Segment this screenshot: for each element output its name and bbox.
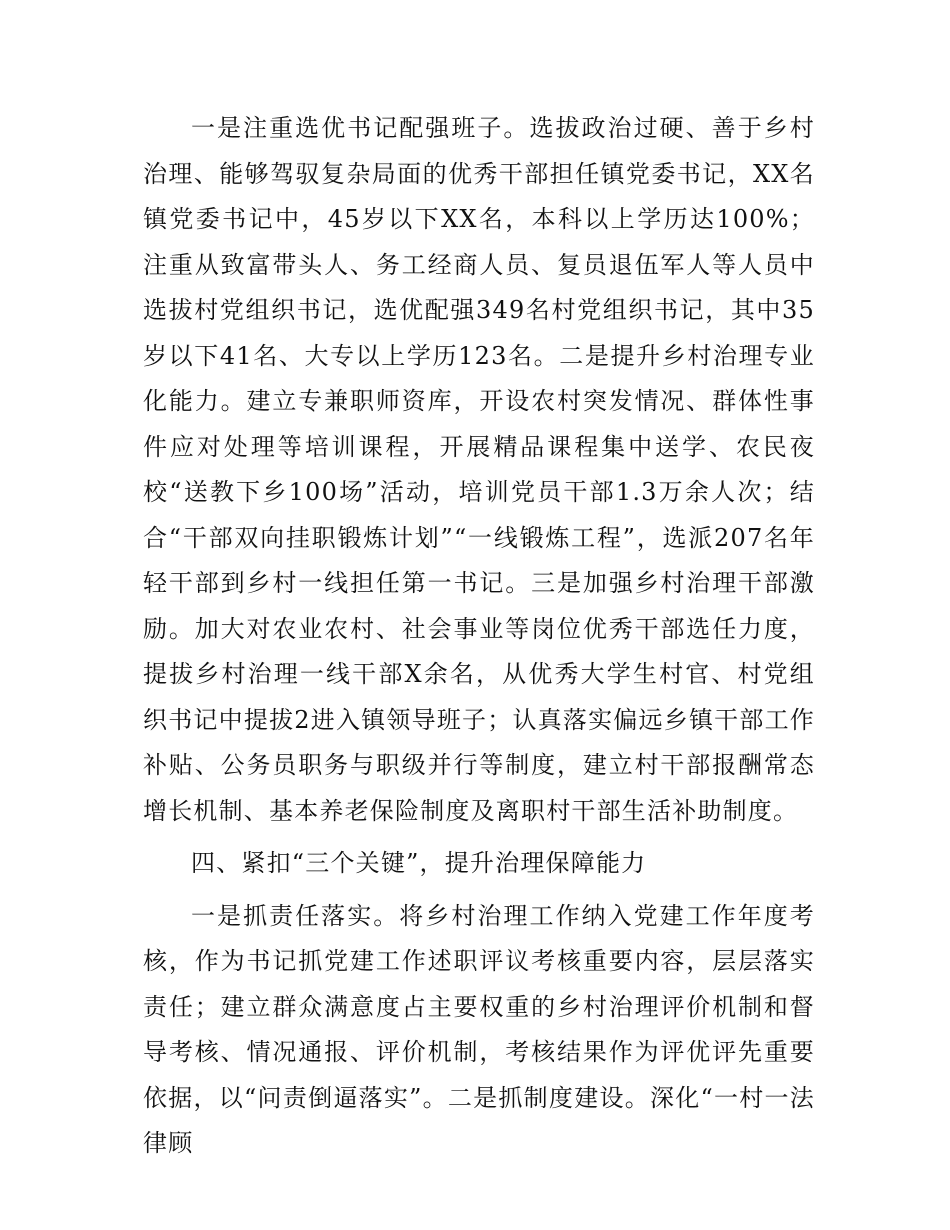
body-paragraph-cadre-selection: 一是注重选优书记配强班子。选拔政治过硬、善于乡村治理、能够驾驭复杂局面的优秀干部担任镇党委书记，XX名镇党委书记中，45岁以下XX名，本科以上学历达100%；注重从致富带头人、务工经商人员、复员退伍军人等人员中选拔村党组织书记，选优配强349名村党组织书记，其中35岁以下41名、大专以上学历123名。二是提升乡村治理专业化能力。建立专兼职师资库，开设农村突发情况、群体性事件应对处理等培训课程，开展精品课程集中送学、农民夜校“送教下乡100场”活动，培训党员干部1.3万余人次；结合“干部双向挂职锻炼计划”“一线锻炼工程”，选派207名年轻干部到乡村一线担任第一书记。三是加强乡村治理干部激励。加大对农业农村、社会事业等岗位优秀干部选任力度，提拔乡村治理一线干部X余名，从优秀大学生村官、村党组织书记中提拔2进入镇领导班子；认真落实偏远乡镇干部工作补贴、公务员职务与职级并行等制度，建立村干部报酬常态增长机制、基本养老保险制度及离职村干部生活补助制度。 [143, 114, 815, 825]
section-heading-four: 四、紧扣“三个关键”，提升治理保障能力 [191, 849, 647, 877]
body-paragraph-responsibility: 一是抓责任落实。将乡村治理工作纳入党建工作年度考核，作为书记抓党建工作述职评议考核重要内容，层层落实责任；建立群众满意度占主要权重的乡村治理评价机制和督导考核、情况通报、评价机制，考核结果作为评优评先重要依据，以“问责倒逼落实”。二是抓制度建设。深化“一村一法律顾 [143, 901, 815, 1157]
